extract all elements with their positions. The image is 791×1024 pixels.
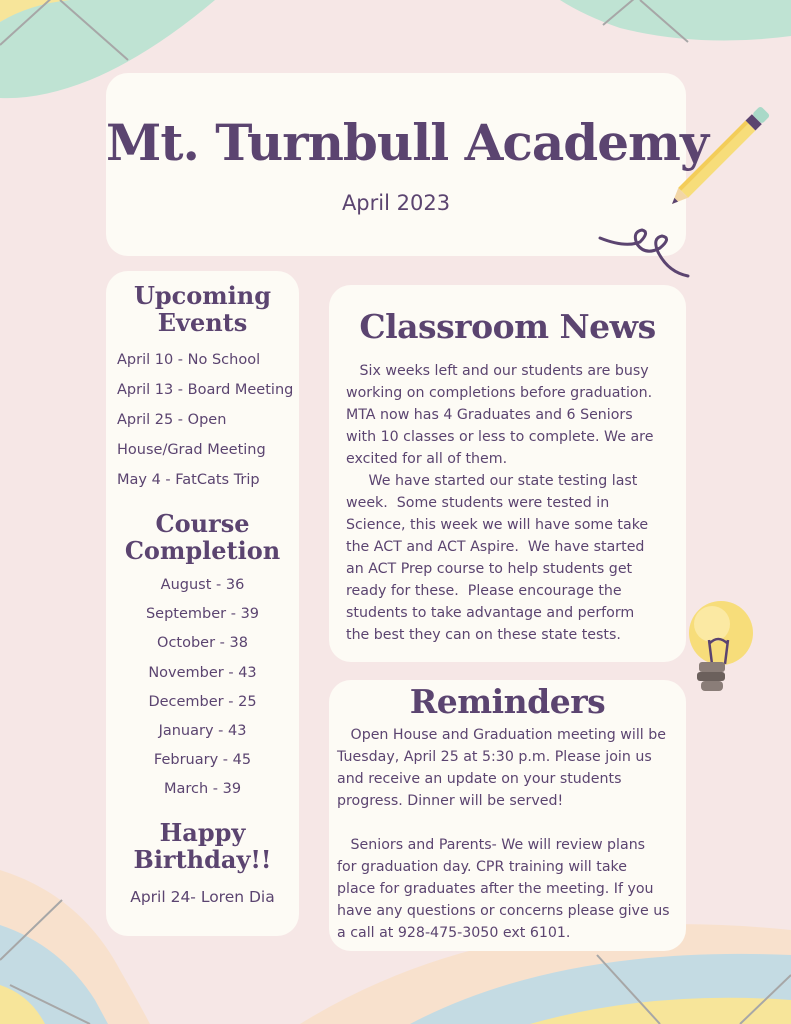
classroom-news-body: Six weeks left and our students are busy working on completions before graduation. MTA now has 4 Graduates and 6 Seniors with 10 classes or less to complete. We are excited for all of them. We have started our state testing last week. Some students were tested in Science, this week we will have some take the ACT and ACT Aspire. We have started an ACT Prep course to help students get ready for these. Please encourage the students to take advantage and perform the best they can on these state tests. [346, 363, 654, 643]
list-item: April 13 - Board Meeting [117, 382, 294, 398]
list-item: February - 45 [153, 752, 252, 769]
course-completion-heading: Course Completion [124, 509, 281, 565]
reminders-card [329, 680, 686, 951]
classroom-news-title: Classroom News [359, 307, 656, 346]
list-item: August - 36 [160, 577, 245, 593]
upcoming-events-heading: Upcoming Events [133, 281, 272, 337]
reminders-title: Reminders [409, 682, 606, 721]
course-completion-list [106, 571, 299, 805]
list-item: April 10 - No School [117, 352, 261, 368]
list-item: December - 25 [148, 693, 257, 710]
list-item: January - 43 [158, 723, 247, 740]
list-item: House/Grad Meeting [117, 442, 266, 458]
birthday-heading: Happy Birthday!! [133, 818, 272, 874]
birthday-entry: April 24- Loren Dia [130, 888, 275, 906]
sidebar-card [106, 271, 299, 936]
list-item: May 4 - FatCats Trip [117, 472, 260, 488]
list-item: March - 39 [163, 781, 242, 798]
page-date: April 2023 [341, 191, 451, 215]
page-title: Mt. Turnbull Academy [106, 113, 708, 172]
list-item: October - 38 [157, 635, 248, 652]
classroom-news-card [329, 285, 686, 662]
reminders-body: Open House and Graduation meeting will be Tuesday, April 25 at 5:30 p.m. Please join us and receive an update on your students progress. Dinner will be served! Seniors and Parents- We will review plans for graduation day. CPR training will take place for graduates after the meeting. If you have any questions or concerns please give us a call at 928-475-3050 ext 6101. [337, 727, 670, 941]
list-item: April 25 - Open [117, 412, 227, 428]
list-item: November - 43 [148, 664, 257, 681]
upcoming-events-list [117, 345, 299, 495]
list-item: September - 39 [145, 606, 260, 623]
